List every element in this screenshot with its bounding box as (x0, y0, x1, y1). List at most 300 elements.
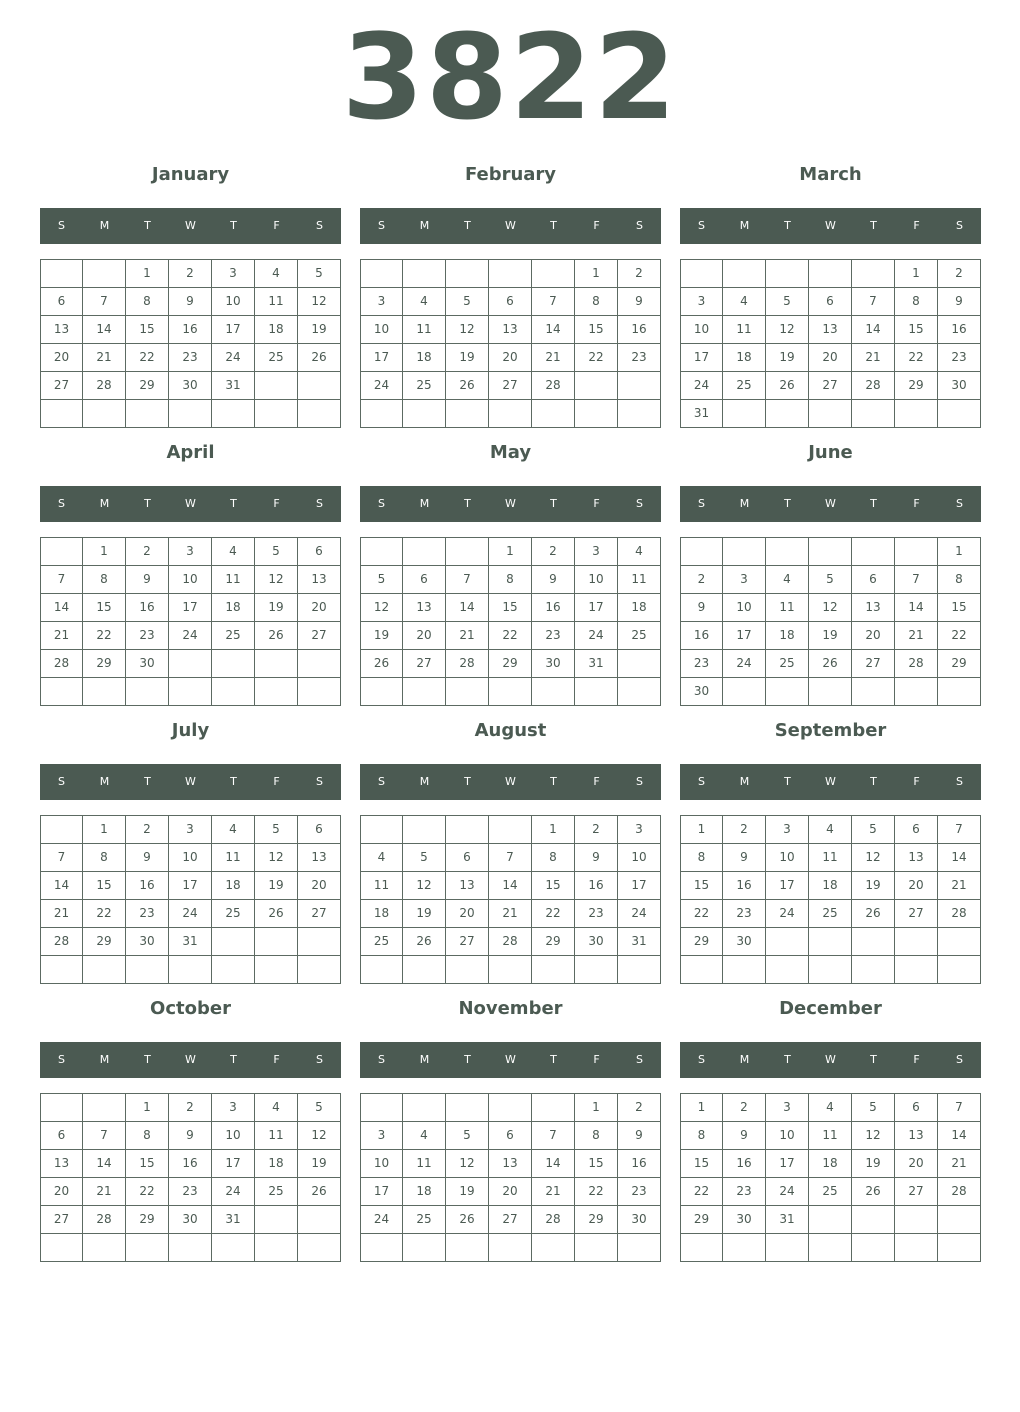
day-cell: 16 (681, 622, 723, 650)
weekday-header (40, 208, 341, 244)
day-cell: 26 (446, 372, 489, 400)
day-cell: 20 (852, 622, 895, 650)
empty-cell (255, 372, 298, 400)
day-cell: 16 (126, 872, 169, 900)
day-cell: 23 (169, 344, 212, 372)
day-cell: 13 (489, 316, 532, 344)
day-cell: 22 (83, 900, 126, 928)
weekday-label: F (913, 219, 920, 232)
empty-cell (766, 678, 809, 706)
weekday-label: M (99, 497, 110, 510)
empty-cell (361, 678, 403, 706)
day-cell: 30 (618, 1206, 661, 1234)
day-cell: 8 (83, 844, 126, 872)
day-cell: 28 (532, 1206, 575, 1234)
day-cell: 9 (681, 594, 723, 622)
empty-cell (532, 260, 575, 288)
day-cell: 8 (489, 566, 532, 594)
day-cell: 22 (126, 1178, 169, 1206)
day-cell: 5 (255, 816, 298, 844)
empty-cell (255, 678, 298, 706)
empty-cell (83, 678, 126, 706)
empty-cell (532, 1094, 575, 1122)
day-cell: 13 (852, 594, 895, 622)
weekday-label: W (505, 219, 516, 232)
empty-cell (41, 260, 83, 288)
day-cell: 11 (403, 316, 446, 344)
day-cell: 22 (532, 900, 575, 928)
day-cell: 16 (723, 872, 766, 900)
empty-cell (809, 260, 852, 288)
day-cell: 16 (618, 1150, 661, 1178)
day-cell: 10 (723, 594, 766, 622)
day-cell: 27 (41, 372, 83, 400)
day-cell: 19 (403, 900, 446, 928)
day-cell: 15 (575, 316, 618, 344)
month-name: April (166, 442, 215, 463)
day-cell: 23 (618, 344, 661, 372)
weekday-header (40, 764, 341, 800)
day-cell: 1 (575, 1094, 618, 1122)
day-cell: 30 (681, 678, 723, 706)
weekday-label: S (316, 497, 323, 510)
day-cell: 7 (938, 1094, 981, 1122)
empty-cell (126, 956, 169, 984)
day-cell: 9 (575, 844, 618, 872)
empty-cell (298, 928, 341, 956)
day-cell: 15 (938, 594, 981, 622)
day-cell: 6 (489, 1122, 532, 1150)
weekday-header (680, 208, 981, 244)
empty-cell (169, 650, 212, 678)
day-cell: 17 (169, 872, 212, 900)
empty-cell (255, 1206, 298, 1234)
day-cell: 8 (681, 1122, 723, 1150)
day-cell: 2 (618, 260, 661, 288)
day-grid (40, 815, 341, 984)
day-cell: 6 (403, 566, 446, 594)
day-cell: 3 (212, 260, 255, 288)
empty-cell (169, 678, 212, 706)
empty-cell (575, 956, 618, 984)
empty-cell (41, 538, 83, 566)
day-cell: 6 (852, 566, 895, 594)
day-cell: 4 (255, 1094, 298, 1122)
day-cell: 2 (575, 816, 618, 844)
weekday-label: W (825, 219, 836, 232)
day-cell: 29 (126, 1206, 169, 1234)
day-cell: 5 (852, 816, 895, 844)
day-cell: 14 (83, 316, 126, 344)
weekday-label: W (185, 775, 196, 788)
day-grid (360, 1093, 661, 1262)
day-cell: 28 (83, 1206, 126, 1234)
day-cell: 5 (446, 1122, 489, 1150)
day-cell: 27 (298, 622, 341, 650)
day-cell: 23 (575, 900, 618, 928)
day-cell: 17 (212, 316, 255, 344)
day-cell: 26 (766, 372, 809, 400)
day-cell: 30 (575, 928, 618, 956)
day-cell: 15 (83, 872, 126, 900)
weekday-label: F (593, 775, 600, 788)
empty-cell (403, 1234, 446, 1262)
day-cell: 4 (723, 288, 766, 316)
day-cell: 3 (618, 816, 661, 844)
day-cell: 27 (41, 1206, 83, 1234)
weekday-label: S (378, 497, 385, 510)
day-cell: 12 (361, 594, 403, 622)
day-cell: 18 (809, 872, 852, 900)
weekday-label: T (464, 219, 471, 232)
day-cell: 25 (212, 900, 255, 928)
day-cell: 21 (938, 872, 981, 900)
empty-cell (723, 678, 766, 706)
day-cell: 12 (766, 316, 809, 344)
day-cell: 5 (446, 288, 489, 316)
day-cell: 10 (766, 1122, 809, 1150)
day-cell: 1 (532, 816, 575, 844)
day-grid (680, 1093, 981, 1262)
day-cell: 18 (766, 622, 809, 650)
weekday-label: S (636, 219, 643, 232)
day-cell: 12 (255, 566, 298, 594)
day-cell: 31 (681, 400, 723, 428)
day-cell: 2 (169, 1094, 212, 1122)
weekday-label: F (593, 219, 600, 232)
empty-cell (681, 538, 723, 566)
day-cell: 30 (532, 650, 575, 678)
empty-cell (41, 400, 83, 428)
day-cell: 21 (41, 900, 83, 928)
day-cell: 26 (255, 900, 298, 928)
weekday-label: S (316, 775, 323, 788)
day-cell: 8 (83, 566, 126, 594)
month-name: September (774, 720, 887, 741)
day-cell: 23 (169, 1178, 212, 1206)
empty-cell (446, 260, 489, 288)
day-cell: 5 (852, 1094, 895, 1122)
weekday-label: T (870, 775, 877, 788)
weekday-label: T (144, 1053, 151, 1066)
empty-cell (212, 928, 255, 956)
empty-cell (766, 1234, 809, 1262)
day-cell: 29 (532, 928, 575, 956)
day-cell: 3 (681, 288, 723, 316)
day-grid (680, 259, 981, 428)
day-cell: 28 (532, 372, 575, 400)
day-cell: 23 (723, 900, 766, 928)
empty-cell (361, 260, 403, 288)
day-cell: 2 (618, 1094, 661, 1122)
day-cell: 8 (681, 844, 723, 872)
weekday-label: M (739, 775, 750, 788)
day-cell: 23 (126, 900, 169, 928)
day-cell: 12 (298, 1122, 341, 1150)
day-cell: 7 (446, 566, 489, 594)
day-cell: 8 (532, 844, 575, 872)
day-cell: 29 (489, 650, 532, 678)
day-cell: 13 (895, 844, 938, 872)
day-cell: 3 (169, 538, 212, 566)
day-cell: 5 (298, 260, 341, 288)
day-cell: 2 (126, 538, 169, 566)
day-cell: 15 (489, 594, 532, 622)
day-cell: 3 (212, 1094, 255, 1122)
empty-cell (489, 816, 532, 844)
day-cell: 8 (938, 566, 981, 594)
day-cell: 2 (169, 260, 212, 288)
day-cell: 14 (41, 594, 83, 622)
day-cell: 1 (938, 538, 981, 566)
day-cell: 3 (361, 1122, 403, 1150)
day-cell: 15 (83, 594, 126, 622)
day-grid (360, 815, 661, 984)
empty-cell (446, 400, 489, 428)
weekday-label: T (784, 1053, 791, 1066)
day-cell: 16 (532, 594, 575, 622)
day-cell: 19 (255, 872, 298, 900)
empty-cell (938, 928, 981, 956)
empty-cell (575, 372, 618, 400)
empty-cell (361, 816, 403, 844)
day-cell: 16 (723, 1150, 766, 1178)
weekday-label: W (505, 775, 516, 788)
day-cell: 12 (852, 1122, 895, 1150)
weekday-label: S (698, 1053, 705, 1066)
day-cell: 12 (255, 844, 298, 872)
day-cell: 25 (766, 650, 809, 678)
day-cell: 26 (298, 1178, 341, 1206)
day-cell: 19 (446, 344, 489, 372)
empty-cell (852, 260, 895, 288)
day-cell: 23 (618, 1178, 661, 1206)
empty-cell (723, 260, 766, 288)
empty-cell (446, 678, 489, 706)
day-grid (680, 537, 981, 706)
day-cell: 1 (126, 260, 169, 288)
day-cell: 11 (255, 1122, 298, 1150)
day-cell: 21 (895, 622, 938, 650)
day-cell: 20 (489, 1178, 532, 1206)
day-cell: 29 (575, 1206, 618, 1234)
weekday-label: F (273, 219, 280, 232)
day-cell: 5 (766, 288, 809, 316)
day-cell: 8 (126, 1122, 169, 1150)
day-cell: 29 (681, 1206, 723, 1234)
empty-cell (446, 538, 489, 566)
empty-cell (575, 678, 618, 706)
day-cell: 23 (126, 622, 169, 650)
empty-cell (298, 1206, 341, 1234)
day-cell: 22 (895, 344, 938, 372)
day-cell: 27 (489, 1206, 532, 1234)
day-cell: 20 (446, 900, 489, 928)
empty-cell (766, 260, 809, 288)
day-cell: 29 (895, 372, 938, 400)
day-cell: 21 (852, 344, 895, 372)
day-cell: 23 (723, 1178, 766, 1206)
day-cell: 31 (212, 372, 255, 400)
day-cell: 18 (618, 594, 661, 622)
day-grid (40, 1093, 341, 1262)
empty-cell (938, 956, 981, 984)
day-cell: 11 (766, 594, 809, 622)
weekday-label: S (58, 219, 65, 232)
day-cell: 15 (532, 872, 575, 900)
day-grid (360, 259, 661, 428)
day-cell: 24 (361, 372, 403, 400)
empty-cell (681, 260, 723, 288)
day-cell: 1 (126, 1094, 169, 1122)
weekday-label: S (316, 1053, 323, 1066)
month-name: July (171, 720, 210, 741)
day-cell: 20 (809, 344, 852, 372)
day-cell: 23 (681, 650, 723, 678)
empty-cell (446, 1234, 489, 1262)
weekday-label: S (698, 775, 705, 788)
day-cell: 16 (126, 594, 169, 622)
day-cell: 15 (681, 1150, 723, 1178)
day-cell: 12 (403, 872, 446, 900)
day-cell: 15 (126, 1150, 169, 1178)
day-cell: 4 (809, 1094, 852, 1122)
day-cell: 10 (169, 566, 212, 594)
day-cell: 6 (809, 288, 852, 316)
day-cell: 13 (403, 594, 446, 622)
empty-cell (618, 956, 661, 984)
weekday-label: T (230, 219, 237, 232)
day-cell: 12 (446, 316, 489, 344)
day-cell: 17 (361, 1178, 403, 1206)
day-cell: 19 (852, 1150, 895, 1178)
weekday-label: F (273, 1053, 280, 1066)
day-cell: 25 (255, 1178, 298, 1206)
empty-cell (83, 1094, 126, 1122)
empty-cell (852, 538, 895, 566)
day-cell: 28 (895, 650, 938, 678)
empty-cell (895, 400, 938, 428)
day-cell: 30 (126, 650, 169, 678)
day-cell: 18 (212, 872, 255, 900)
empty-cell (809, 1234, 852, 1262)
day-cell: 3 (361, 288, 403, 316)
day-cell: 2 (532, 538, 575, 566)
day-cell: 15 (575, 1150, 618, 1178)
empty-cell (126, 678, 169, 706)
empty-cell (489, 400, 532, 428)
month-name: January (151, 164, 230, 185)
empty-cell (618, 372, 661, 400)
empty-cell (403, 260, 446, 288)
day-cell: 17 (766, 1150, 809, 1178)
day-cell: 1 (575, 260, 618, 288)
day-cell: 7 (532, 288, 575, 316)
empty-cell (681, 956, 723, 984)
empty-cell (723, 1234, 766, 1262)
day-cell: 2 (681, 566, 723, 594)
day-cell: 25 (403, 1206, 446, 1234)
empty-cell (938, 678, 981, 706)
day-cell: 31 (169, 928, 212, 956)
weekday-label: M (99, 219, 110, 232)
day-cell: 17 (723, 622, 766, 650)
day-cell: 18 (403, 344, 446, 372)
day-cell: 4 (766, 566, 809, 594)
day-cell: 10 (681, 316, 723, 344)
day-cell: 22 (681, 1178, 723, 1206)
day-cell: 10 (361, 1150, 403, 1178)
day-cell: 2 (938, 260, 981, 288)
day-cell: 14 (489, 872, 532, 900)
day-cell: 6 (41, 288, 83, 316)
empty-cell (852, 1206, 895, 1234)
day-cell: 17 (361, 344, 403, 372)
day-cell: 10 (212, 1122, 255, 1150)
day-cell: 19 (809, 622, 852, 650)
day-cell: 16 (938, 316, 981, 344)
weekday-label: S (956, 497, 963, 510)
day-cell: 6 (895, 1094, 938, 1122)
day-cell: 16 (618, 316, 661, 344)
day-cell: 30 (723, 1206, 766, 1234)
day-cell: 31 (766, 1206, 809, 1234)
day-cell: 22 (575, 1178, 618, 1206)
weekday-label: S (956, 775, 963, 788)
day-cell: 12 (298, 288, 341, 316)
day-cell: 1 (83, 816, 126, 844)
month-name: October (150, 998, 231, 1019)
day-cell: 9 (169, 288, 212, 316)
day-cell: 14 (938, 1122, 981, 1150)
weekday-label: T (784, 497, 791, 510)
empty-cell (446, 816, 489, 844)
day-cell: 11 (809, 844, 852, 872)
day-cell: 26 (255, 622, 298, 650)
day-cell: 14 (938, 844, 981, 872)
empty-cell (723, 400, 766, 428)
empty-cell (41, 956, 83, 984)
weekday-label: F (273, 775, 280, 788)
day-cell: 14 (532, 1150, 575, 1178)
day-cell: 27 (489, 372, 532, 400)
day-cell: 13 (446, 872, 489, 900)
weekday-label: T (144, 219, 151, 232)
day-cell: 5 (403, 844, 446, 872)
day-cell: 13 (489, 1150, 532, 1178)
day-cell: 20 (41, 344, 83, 372)
day-cell: 26 (809, 650, 852, 678)
empty-cell (212, 956, 255, 984)
empty-cell (83, 1234, 126, 1262)
day-cell: 11 (255, 288, 298, 316)
day-cell: 7 (938, 816, 981, 844)
day-cell: 3 (723, 566, 766, 594)
day-cell: 12 (446, 1150, 489, 1178)
weekday-label: F (913, 775, 920, 788)
day-cell: 20 (895, 872, 938, 900)
day-cell: 19 (298, 1150, 341, 1178)
day-cell: 17 (766, 872, 809, 900)
weekday-header (360, 764, 661, 800)
day-cell: 26 (298, 344, 341, 372)
empty-cell (361, 956, 403, 984)
weekday-header (680, 1042, 981, 1078)
day-cell: 10 (618, 844, 661, 872)
empty-cell (361, 538, 403, 566)
day-cell: 25 (809, 900, 852, 928)
weekday-label: S (378, 1053, 385, 1066)
